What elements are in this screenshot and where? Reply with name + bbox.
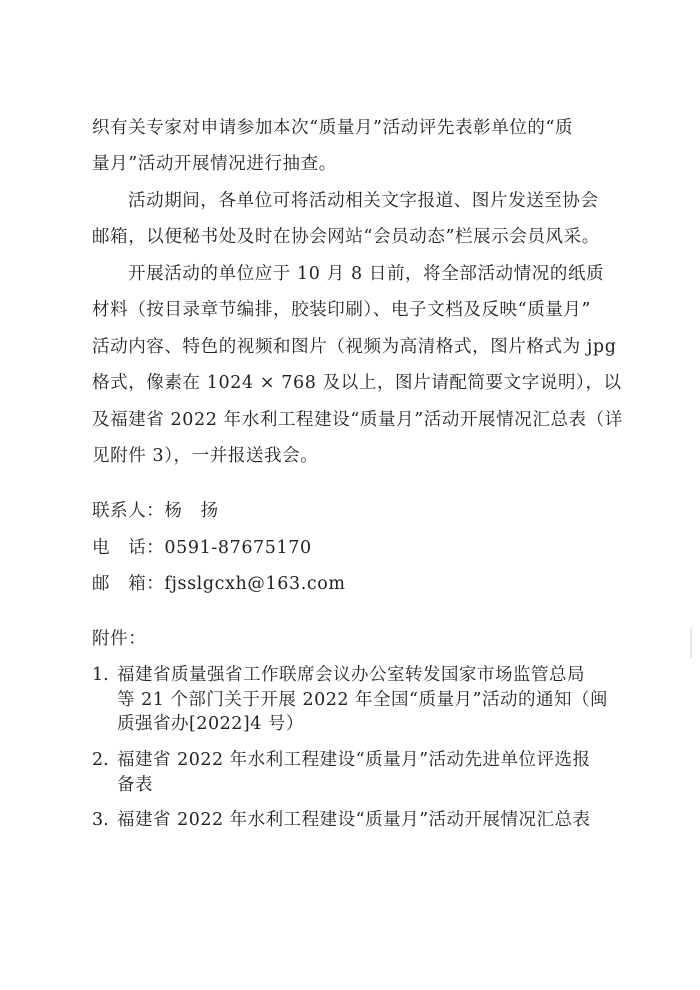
paragraph-3-line-3: 活动内容、特色的视频和图片（视频为高清格式，图片格式为 jpg xyxy=(92,337,617,357)
attachments-heading: 附件： xyxy=(92,629,147,649)
paragraph-2-line-2: 邮箱，以便秘书处及时在协会网站“会员动态”栏展示会员风采。 xyxy=(92,227,600,247)
attachment-2-line-1: 福建省 2022 年水利工程建设“质量月”活动先进单位评选报 xyxy=(117,750,591,770)
attachment-1-line-1: 福建省质量强省工作联席会议办公室转发国家市场监管总局 xyxy=(117,665,585,685)
contact-phone-number: 0591-87675170 xyxy=(164,538,312,558)
attachment-3-number: 3. xyxy=(92,810,109,830)
contact-email-row xyxy=(92,572,346,596)
contact-phone-row xyxy=(92,536,312,560)
paragraph-3-line-2: 材料（按目录章节编排，胶装印刷）、电子文档及反映“质量月” xyxy=(92,300,592,320)
contact-person-row xyxy=(92,499,219,523)
paragraph-2-line-1: 活动期间，各单位可将活动相关文字报道、图片发送至协会 xyxy=(128,191,599,211)
paragraph-3-line-5: 及福建省 2022 年水利工程建设“质量月”活动开展情况汇总表（详 xyxy=(92,410,623,430)
contact-email-address: fjsslgcxh@163.com xyxy=(164,574,346,594)
paragraph-3-line-1: 开展活动的单位应于 10 月 8 日前，将全部活动情况的纸质 xyxy=(128,264,605,284)
contact-email-label: 邮 箱： xyxy=(92,574,165,594)
attachment-2-number: 2. xyxy=(92,750,109,770)
contact-person-name: 杨 扬 xyxy=(164,501,219,521)
attachment-1-line-2: 等 21 个部门关于开展 2022 年全国“质量月”活动的通知（闽 xyxy=(117,690,608,710)
paragraph-3-line-4: 格式，像素在 1024 × 768 及以上，图片请配简要文字说明），以 xyxy=(92,373,622,393)
contact-phone-label: 电 话： xyxy=(92,538,165,558)
attachment-1-number: 1. xyxy=(92,665,109,685)
paragraph-3-line-6: 见附件 3），一并报送我会。 xyxy=(92,446,319,466)
scan-edge-mark xyxy=(690,628,692,658)
attachment-2-line-2: 备表 xyxy=(117,775,153,795)
contact-person-label: 联系人： xyxy=(92,501,165,521)
attachment-1-line-3: 质强省办[2022]4 号） xyxy=(117,714,304,734)
paragraph-1-line-2: 量月”活动开展情况进行抽查。 xyxy=(92,154,337,174)
paragraph-1-line-1: 织有关专家对申请参加本次“质量月”活动评先表彰单位的“质 xyxy=(92,118,574,138)
attachment-3-line-1: 福建省 2022 年水利工程建设“质量月”活动开展情况汇总表 xyxy=(117,810,591,830)
